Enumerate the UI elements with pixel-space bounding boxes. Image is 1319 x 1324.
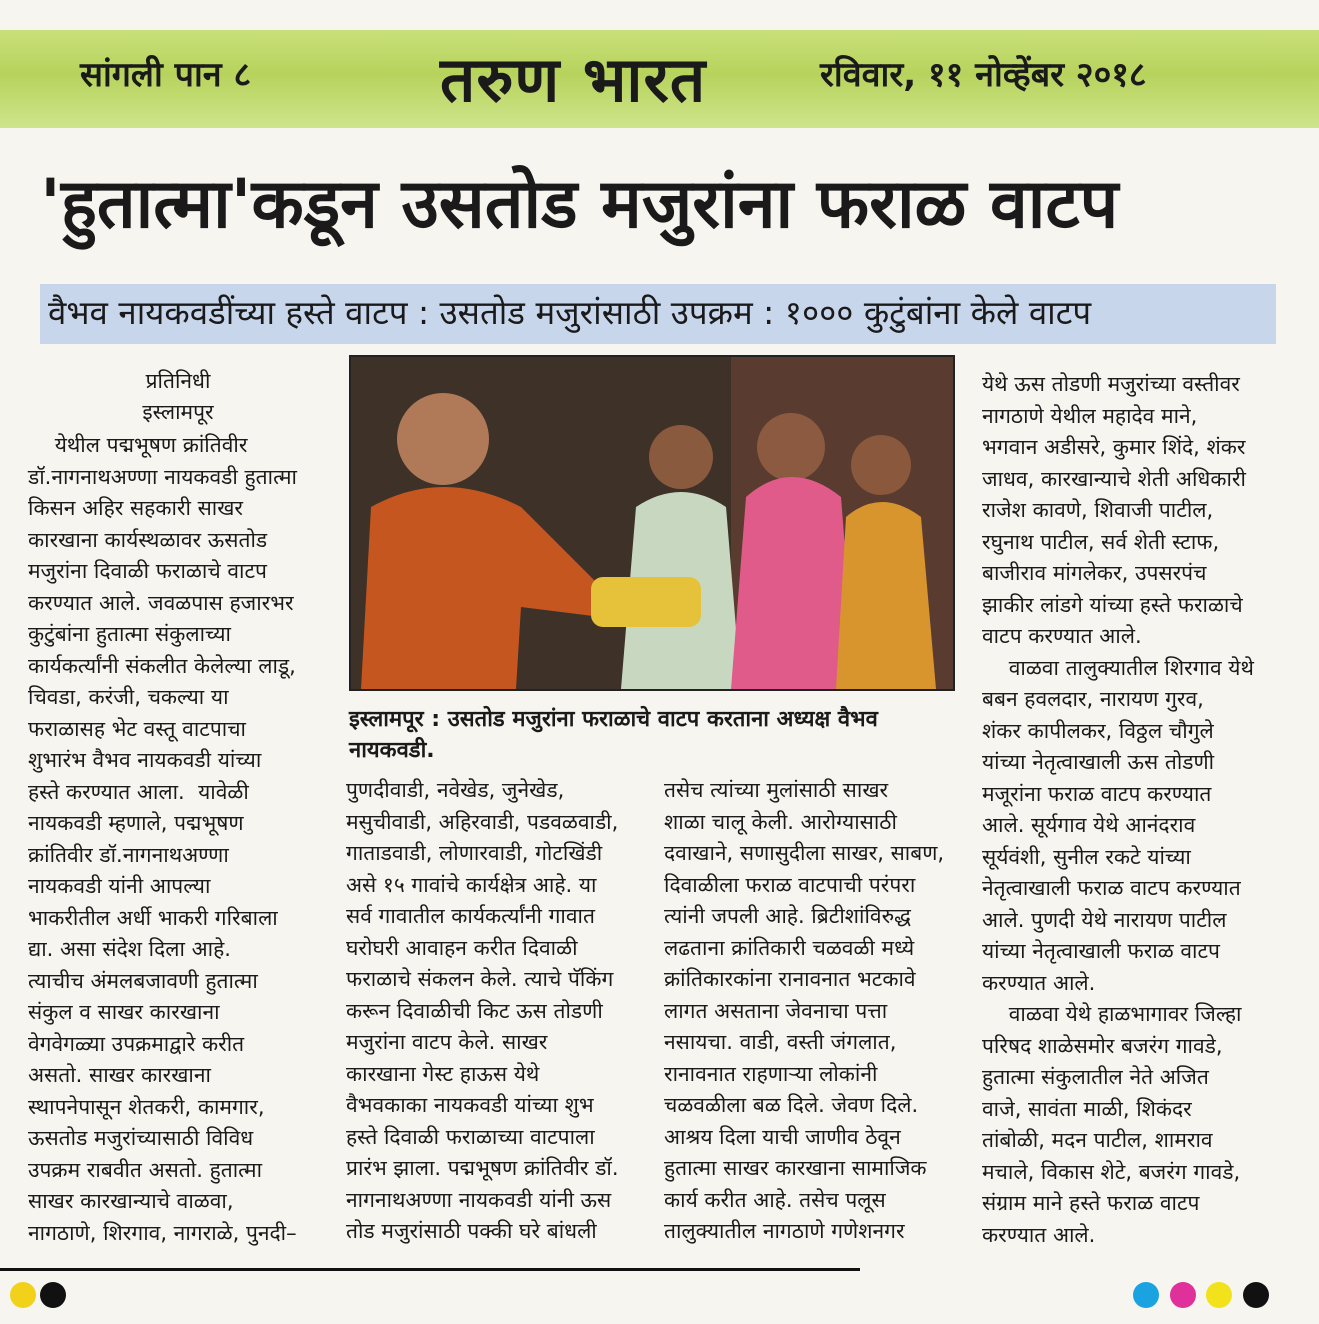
print-mark-cyan xyxy=(1133,1282,1159,1308)
article-line: नसायचा. वाडी, वस्ती जंगलात, xyxy=(664,1030,897,1054)
article-line: दवाखाने, सणासुदीला साखर, साबण, xyxy=(664,841,945,865)
article-line: करून दिवाळीची किट ऊस तोडणी xyxy=(346,998,603,1023)
article-line: कारखाना गेस्ट हाऊस येथे xyxy=(346,1061,540,1086)
article-line: किसन अहिर सहकारी साखर xyxy=(28,496,244,520)
article-line: क्रांतिवीर डॉ.नागनाथअण्णा xyxy=(28,842,229,867)
article-line: मजूरांना फराळ वाटप करण्यात xyxy=(982,781,1212,806)
print-mark-black xyxy=(40,1282,66,1308)
article-line: मजुरांना दिवाळी फराळाचे वाटप xyxy=(28,559,267,583)
article-line: भाकरीतील अर्धी भाकरी गरिबाला xyxy=(28,905,278,930)
article-line: शुभारंभ वैभव नायकवडी यांच्या xyxy=(28,748,262,772)
article-line: वाजे, सावंता माळी, शिकंदर xyxy=(982,1096,1192,1121)
article-line: रानावनात राहणाऱ्या लोकांनी xyxy=(664,1061,878,1086)
article-line: घरोघरी आवाहन करीत दिवाळी xyxy=(346,935,578,960)
article-line: झाकीर लांडगे यांच्या हस्ते फराळाचे xyxy=(982,592,1243,617)
article-line: तसेच त्यांच्या मुलांसाठी साखर xyxy=(664,778,889,802)
article-line: ऊसतोड मजुरांच्यासाठी विविध xyxy=(28,1126,254,1150)
article-line: डॉ.नागनाथअण्णा नायकवडी हुतात्मा xyxy=(28,464,297,489)
article-line: लागत असताना जेवनाचा पत्ता xyxy=(664,998,888,1023)
article-column-4 xyxy=(982,369,1282,1251)
print-mark-black-2 xyxy=(1243,1282,1269,1308)
masthead xyxy=(0,30,1319,128)
article-line: क्रांतिकारकांना रानावनात भटकावे xyxy=(664,967,916,991)
photo-caption-line-2: नायकवडी. xyxy=(349,738,435,763)
article-line: वाळवा तालुक्यातील शिरगाव येथे xyxy=(982,655,1254,680)
article-line: जाधव, कारखान्याचे शेती अधिकारी xyxy=(982,466,1246,491)
news-photo xyxy=(349,355,955,691)
article-line: येथे ऊस तोडणी मजुरांच्या वस्तीवर xyxy=(982,372,1240,396)
article-line: बाजीराव मांगलेकर, उपसरपंच xyxy=(982,561,1207,585)
article-line: कार्य करीत आहे. तसेच पलूस xyxy=(664,1187,886,1212)
byline xyxy=(28,366,328,428)
article-line: वाळवा येथे हाळभागावर जिल्हा xyxy=(982,1002,1242,1026)
article-line: त्याचीच अंमलबजावणी हुतात्मा xyxy=(28,968,258,993)
article-line: पुणदीवाडी, नवेखेड, जुनेखेड, xyxy=(346,778,565,802)
article-line: संकुल व साखर कारखाना xyxy=(28,1000,220,1024)
article-line: गाताडवाडी, लोणारवाडी, गोटखिंडी xyxy=(346,841,603,865)
article-line: तालुक्यातील नागठाणे गणेशनगर xyxy=(664,1219,905,1243)
article-line: वैभवकाका नायकवडी यांच्या शुभ xyxy=(346,1093,594,1117)
article-line: सर्व गावातील कार्यकर्त्यांनी गावात xyxy=(346,904,595,928)
page-label: सांगली पान ८ xyxy=(80,55,252,95)
article-line: कुटुंबांना हुतात्मा संकुलाच्या xyxy=(28,622,231,646)
article-column-3 xyxy=(664,775,964,1248)
article-line: मसुचीवाडी, अहिरवाडी, पडवळवाडी, xyxy=(346,809,619,834)
article-line: आले. सूर्यगाव येथे आनंदराव xyxy=(982,813,1196,837)
article-line: वाटप करण्यात आले. xyxy=(982,624,1142,648)
article-line: आले. पुणदी येथे नारायण पाटील xyxy=(982,907,1227,932)
photo-caption-line-1: इस्लामपूर : उसतोड मजुरांना फराळाचे वाटप करताना अध्यक्ष वैभव xyxy=(349,707,878,732)
byline-reporter: प्रतिनिधी xyxy=(145,369,211,393)
article-column-1 xyxy=(28,430,328,1249)
print-mark-yellow xyxy=(10,1282,36,1308)
dateline: इस्लामपूर xyxy=(142,400,214,424)
newspaper-name: तरुण भारत xyxy=(440,43,707,116)
article-line: असतो. साखर कारखाना xyxy=(28,1063,211,1087)
article-line: असे १५ गावांचे कार्यक्षेत्र आहे. या xyxy=(346,872,597,897)
article-line: तोड मजुरांसाठी पक्की घरे बांधली xyxy=(346,1219,597,1243)
article-column-2 xyxy=(346,775,646,1248)
article-line: हस्ते करण्यात आला. यावेळी xyxy=(28,779,249,804)
photo-caption xyxy=(349,704,955,766)
article-line: वेगवेगळ्या उपक्रमाद्वारे करीत xyxy=(28,1031,245,1056)
article-line: संग्राम माने हस्ते फराळ वाटप xyxy=(982,1191,1200,1215)
article-line: कार्यकर्त्यांनी संकलीत केलेल्या लाडू, xyxy=(28,653,296,678)
article-line: बबन हवलदार, नारायण गुरव, xyxy=(982,687,1204,711)
headline: 'हुतात्मा'कडून उसतोड मजुरांना फराळ वाटप xyxy=(40,165,1119,244)
article-line: नागनाथअण्णा नायकवडी यांनी ऊस xyxy=(346,1187,612,1212)
article-line: करण्यात आले. xyxy=(982,1222,1096,1247)
article-line: येथील पद्मभूषण क्रांतिवीर xyxy=(28,433,248,457)
article-line: हुतात्मा संकुलातील नेते अजित xyxy=(982,1065,1209,1089)
article-line: शाळा चालू केली. आरोग्यासाठी xyxy=(664,809,897,834)
article-line: शंकर कापीलकर, विठ्ठल चौगुले xyxy=(982,718,1214,743)
article-line: उपक्रम राबवीत असतो. हुतात्मा xyxy=(28,1157,263,1182)
article-line: नायकवडी यांनी आपल्या xyxy=(28,874,211,898)
article-line: तांबोळी, मदन पाटील, शामराव xyxy=(982,1128,1213,1152)
article-line: नायकवडी म्हणाले, पद्मभूषण xyxy=(28,811,244,835)
article-line: हस्ते दिवाळी फराळाच्या वाटपाला xyxy=(346,1124,595,1149)
article-line: सूर्यवंशी, सुनील रकटे यांच्या xyxy=(982,844,1191,869)
issue-date: रविवार, ११ नोव्हेंबर २०१८ xyxy=(820,55,1147,95)
print-mark-magenta xyxy=(1170,1282,1196,1308)
article-line: करण्यात आले. जवळपास हजारभर xyxy=(28,590,294,615)
article-line: नागठाणे, शिरगाव, नागराळे, पुनदी– xyxy=(28,1220,297,1245)
article-line: चळवळीला बळ दिले. जेवण दिले. xyxy=(664,1093,919,1117)
page-rule xyxy=(0,1268,860,1271)
print-mark-yellow-2 xyxy=(1206,1282,1232,1308)
article-line: प्रारंभ झाला. पद्मभूषण क्रांतिवीर डॉ. xyxy=(346,1156,619,1180)
article-line: द्या. असा संदेश दिला आहे. xyxy=(28,937,231,961)
article-line: त्यांनी जपली आहे. ब्रिटीशांविरुद्ध xyxy=(664,904,911,928)
article-line: नागठाणे येथील महादेव माने, xyxy=(982,403,1198,428)
subheadline: वैभव नायकवडींच्या हस्ते वाटप : उसतोड मजुरांसाठी उपक्रम : १००० कुटुंबांना केले वाटप xyxy=(40,284,1276,344)
article-line: मजुरांना वाटप केले. साखर xyxy=(346,1030,548,1054)
article-line: स्थापनेपासून शेतकरी, कामगार, xyxy=(28,1094,265,1119)
article-line: नेतृत्वाखाली फराळ वाटप करण्यात xyxy=(982,876,1241,900)
photo-illustration xyxy=(351,357,953,689)
article-line: लढताना क्रांतिकारी चळवळी मध्ये xyxy=(664,935,915,960)
article-line: भगवान अडीसरे, कुमार शिंदे, शंकर xyxy=(982,435,1246,459)
article-line: परिषद शाळेसमोर बजरंग गावडे, xyxy=(982,1033,1223,1058)
article-line: हुतात्मा साखर कारखाना सामाजिक xyxy=(664,1156,927,1180)
article-line: राजेश कावणे, शिवाजी पाटील, xyxy=(982,498,1214,522)
article-line: यांच्या नेतृत्वाखाली फराळ वाटप xyxy=(982,939,1220,963)
article-line: फराळाचे संकलन केले. त्याचे पॅकिंग xyxy=(346,967,614,991)
article-line: दिवाळीला फराळ वाटपाची परंपरा xyxy=(664,872,916,897)
article-line: कारखाना कार्यस्थळावर ऊसतोड xyxy=(28,527,268,552)
article-line: चिवडा, करंजी, चकल्या या xyxy=(28,685,229,709)
article-line: साखर कारखान्याचे वाळवा, xyxy=(28,1189,234,1213)
article-line: रघुनाथ पाटील, सर्व शेती स्टाफ, xyxy=(982,529,1220,554)
article-line: मचाले, विकास शेटे, बजरंग गावडे, xyxy=(982,1159,1241,1184)
article-line: करण्यात आले. xyxy=(982,970,1096,995)
article-line: आश्रय दिला याची जाणीव ठेवून xyxy=(664,1124,901,1149)
article-line: यांच्या नेतृत्वाखाली ऊस तोडणी xyxy=(982,750,1215,774)
article-line: फराळासह भेट वस्तू वाटपाचा xyxy=(28,716,246,741)
